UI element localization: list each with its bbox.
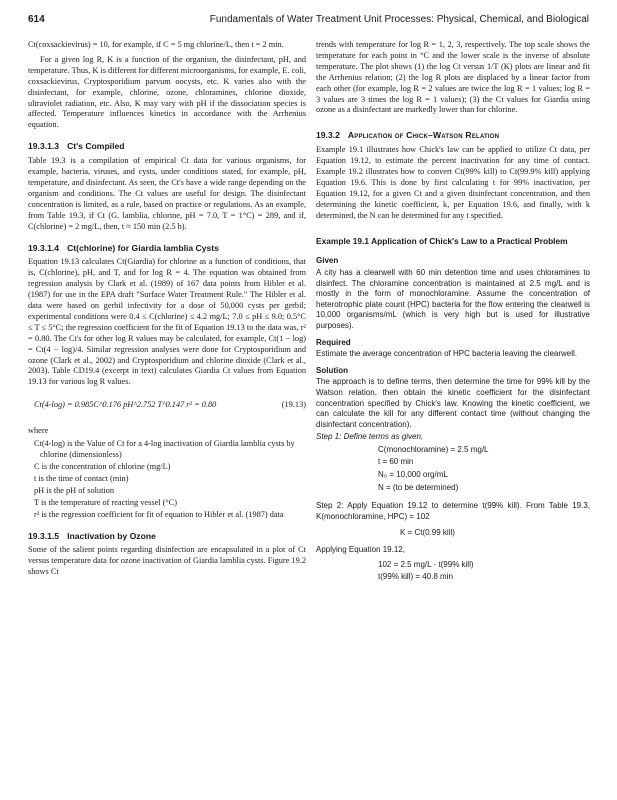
example-equation: t(99% kill) = 40.8 min <box>378 572 453 582</box>
equation-19-13 <box>28 400 306 414</box>
given-term: N₀ = 10,000 org/mL <box>378 470 448 480</box>
definition: r² is the regression coefficient for fit of equation to Hibler et al. (1987) data <box>34 509 284 519</box>
solution-label: Solution <box>316 365 348 375</box>
definition: t is the time of contact (min) <box>34 473 129 483</box>
section-title: Ct(chlorine) for Giardia lamblia Cysts <box>67 242 219 253</box>
definition: Ct(4-log) is the Value of Ct for a 4-log inactivation of Giardia lamblia cysts by chlorine (dimensionless) <box>34 439 295 460</box>
definition: pH is the pH of solution <box>34 485 114 495</box>
section-heading <box>28 531 306 542</box>
section-number: 19.3.1.4 <box>28 242 60 253</box>
where-label: where <box>28 426 49 436</box>
example-equation: 102 = 2.5 mg/L · t(99% kill) <box>378 559 474 569</box>
given-term: C(monochloramine) = 2.5 mg/L <box>378 444 489 454</box>
equation-number: (19.13) <box>281 400 306 410</box>
solution-text: The approach is to define terms, then determine the time for 99% kill by the Watson relation, then obtain the kinetic coefficient for the disinfectant concentration specified by Chick's law. Knowing the kinetic coefficient, we can calculate the kill for any different contact time (without changing the disinfectant concentration). <box>316 377 590 429</box>
section-heading <box>28 243 306 254</box>
paragraph: Example 19.1 illustrates how Chick's law can be applied to utilize Ct data, per Equation 19.12, to estimate the percent inactivation for any time of contact. Example 19.2 illustrates how to convert Ct(99% kill) to Ct(99.9% kill) applying Equation 19.6. This is done by first calculating t for 99% inactivation, per Equation 19.12, for a given Ct and a given disinfectant concentration, and then determining the kinetic coefficient, k, per Equation 19.6, and finally, with k determined, the N can be determined for any t specified. <box>316 145 590 220</box>
required-label: Required <box>316 337 351 347</box>
required-text: Estimate the average concentration of HPC bacteria leaving the clearwell. <box>316 349 578 359</box>
page-header <box>28 14 589 30</box>
paragraph: For a given log R, K is a function of the organism, the disinfectant, pH, and temperature. Thus, K is different for different microorganisms, for example, E. coli, coxsackievirus, Cryptosporidium parvum oocysts, etc. K varies also with the disinfectant, for example, chlorine, ozone, chloramines, chlorine dioxide, ultraviolet radiation, etc. Also, K may vary with pH if the dissociation species is affected. Temperature influences kinetics in accordance with the Arrhenius equation. <box>28 54 306 130</box>
running-title: Fundamentals of Water Treatment Unit Processes: Physical, Chemical, and Biological <box>209 14 589 25</box>
paragraph: Some of the salient points regarding disinfection are encapsulated in a plot of Ct versus temperature data for ozone inactivation of Giardia lamblia cysts. Figure 19.2 shows Ct <box>28 545 306 577</box>
given-text: A city has a clearwell with 60 min detention time and uses chloramines to disinfect. The chloramine concentration is maintained at 2.5 mg/L and is mostly in the form of monochloramine. Assume the concentration of heterotrophic plate count (HPC) bacteria for the flow entering the clearwell is 10,000 organisms/mL (which is very high but is used for illustrative purposes). <box>316 267 590 330</box>
right-column <box>316 40 590 585</box>
definition: C is the concentration of chlorine (mg/L) <box>34 462 171 471</box>
paragraph: Ct(coxsackievirus) = 10, for example, if C = 5 mg chlorine/L, then t = 2 min. <box>28 40 284 49</box>
example-box <box>316 236 590 583</box>
section-number: 19.3.1.3 <box>28 141 60 152</box>
paragraph: trends with temperature for log R = 1, 2, 3, respectively. The top scale shows the temperature for each point in °C and the lower scale is the inverse of absolute temperature. The plot shows (1) the log Ct versus 1/T (K) plots are linear and fit the Arrhenius relation; (2) the log R plots are displaced by a linear factor from each other (for example, log R = 2 values are twice the log R = 1 values; log R = 3 values are 3 times the log R = 1 values); (3) the Ct values for Giardia using ozone as a disinfectant are markedly lower than for chlorine. <box>316 40 590 115</box>
step-2: Step 2: Apply Equation 19.12 to determine t(99% kill). From Table 19.3, K(monochloramine, HPC) = 102 <box>316 501 590 521</box>
given-term: t = 60 min <box>378 457 414 467</box>
section-number: 19.3.1.5 <box>28 530 60 541</box>
left-column <box>28 40 306 582</box>
section-number: 19.3.2 <box>316 130 340 141</box>
page-number: 614 <box>28 14 45 25</box>
section-title: Inactivation by Ozone <box>67 530 156 541</box>
paragraph: Table 19.3 is a compilation of empirical Ct data for various organisms, for example, bacteria, viruses, and cysts, under conditions stated, for example, pH, temperature, and disinfectant. As seen, the Ct's have a wide range depending on the organism and conditions. The Ct values are useful for design. The disinfectant concentration is limited, as a rule, based on practice or regulations. As an example, from Table 19.3, if Ct (G. lamblia, chlorine, pH = 7.0, T = 1°C) = 289, and if, C(chlorine) = 2 mg/L, then, t ≈ 150 min (2.5 h). <box>28 156 306 231</box>
section-title: Application of Chick–Watson Relation <box>347 130 500 141</box>
equation-text: Ct(4-log) = 0.985C^0.176 pH^2.752 T^0.147 r² = 0.80 <box>34 400 217 410</box>
definition: T is the temperature of reacting vessel (°C) <box>34 497 178 507</box>
section-title: Ct's Compiled <box>67 141 125 152</box>
example-equation: K = Ct(0.99 kill) <box>400 528 455 538</box>
given-term: N = (to be determined) <box>378 482 459 492</box>
given-label: Given <box>316 256 339 266</box>
applying-text: Applying Equation 19.12, <box>316 545 405 555</box>
paragraph: Equation 19.13 calculates Ct(Giardia) for chlorine as a function of conditions, that is, C(chlorine), pH, and T, and for log R = 4. The equation was obtained from regression analysis by Clark et al. (1989) of 167 data points from Hibler et al. (1987) for use in the EPA draft "Surface Water Treatment Rule." The Hibler et al. data were based on gerbil infectivity for a dose of 50,000 cysts per gerbil; experimental conditions were 0.4 ≤ C(chlorine) ≤ 4.2 mg/L; 7.0 ≤ pH ≤ 9.0; 0.5°C ≤ T ≤ 5°C; the regression coefficient for the fit of Equation 19.13 to the data was, r² = 0.80. The Ct's for other log R values may be calculated, for example, Ct(1 − log) = Ct(4 − log)/4. Similar regression analyses were done for Cryptosporidium and ozone (Clark et al., 2002) and Cryptosporidium and chlorine dioxide (Clark et al., 2003). Table CD19.4 (excerpt in text) calculates Giardia Ct values from Equation 19.13 for various log R values. <box>28 257 306 387</box>
step-1: Step 1: Define terms as given, <box>316 432 424 442</box>
example-title: Example 19.1 Application of Chick's Law to a Practical Problem <box>316 235 568 246</box>
section-heading <box>316 130 590 141</box>
section-heading <box>28 141 306 152</box>
